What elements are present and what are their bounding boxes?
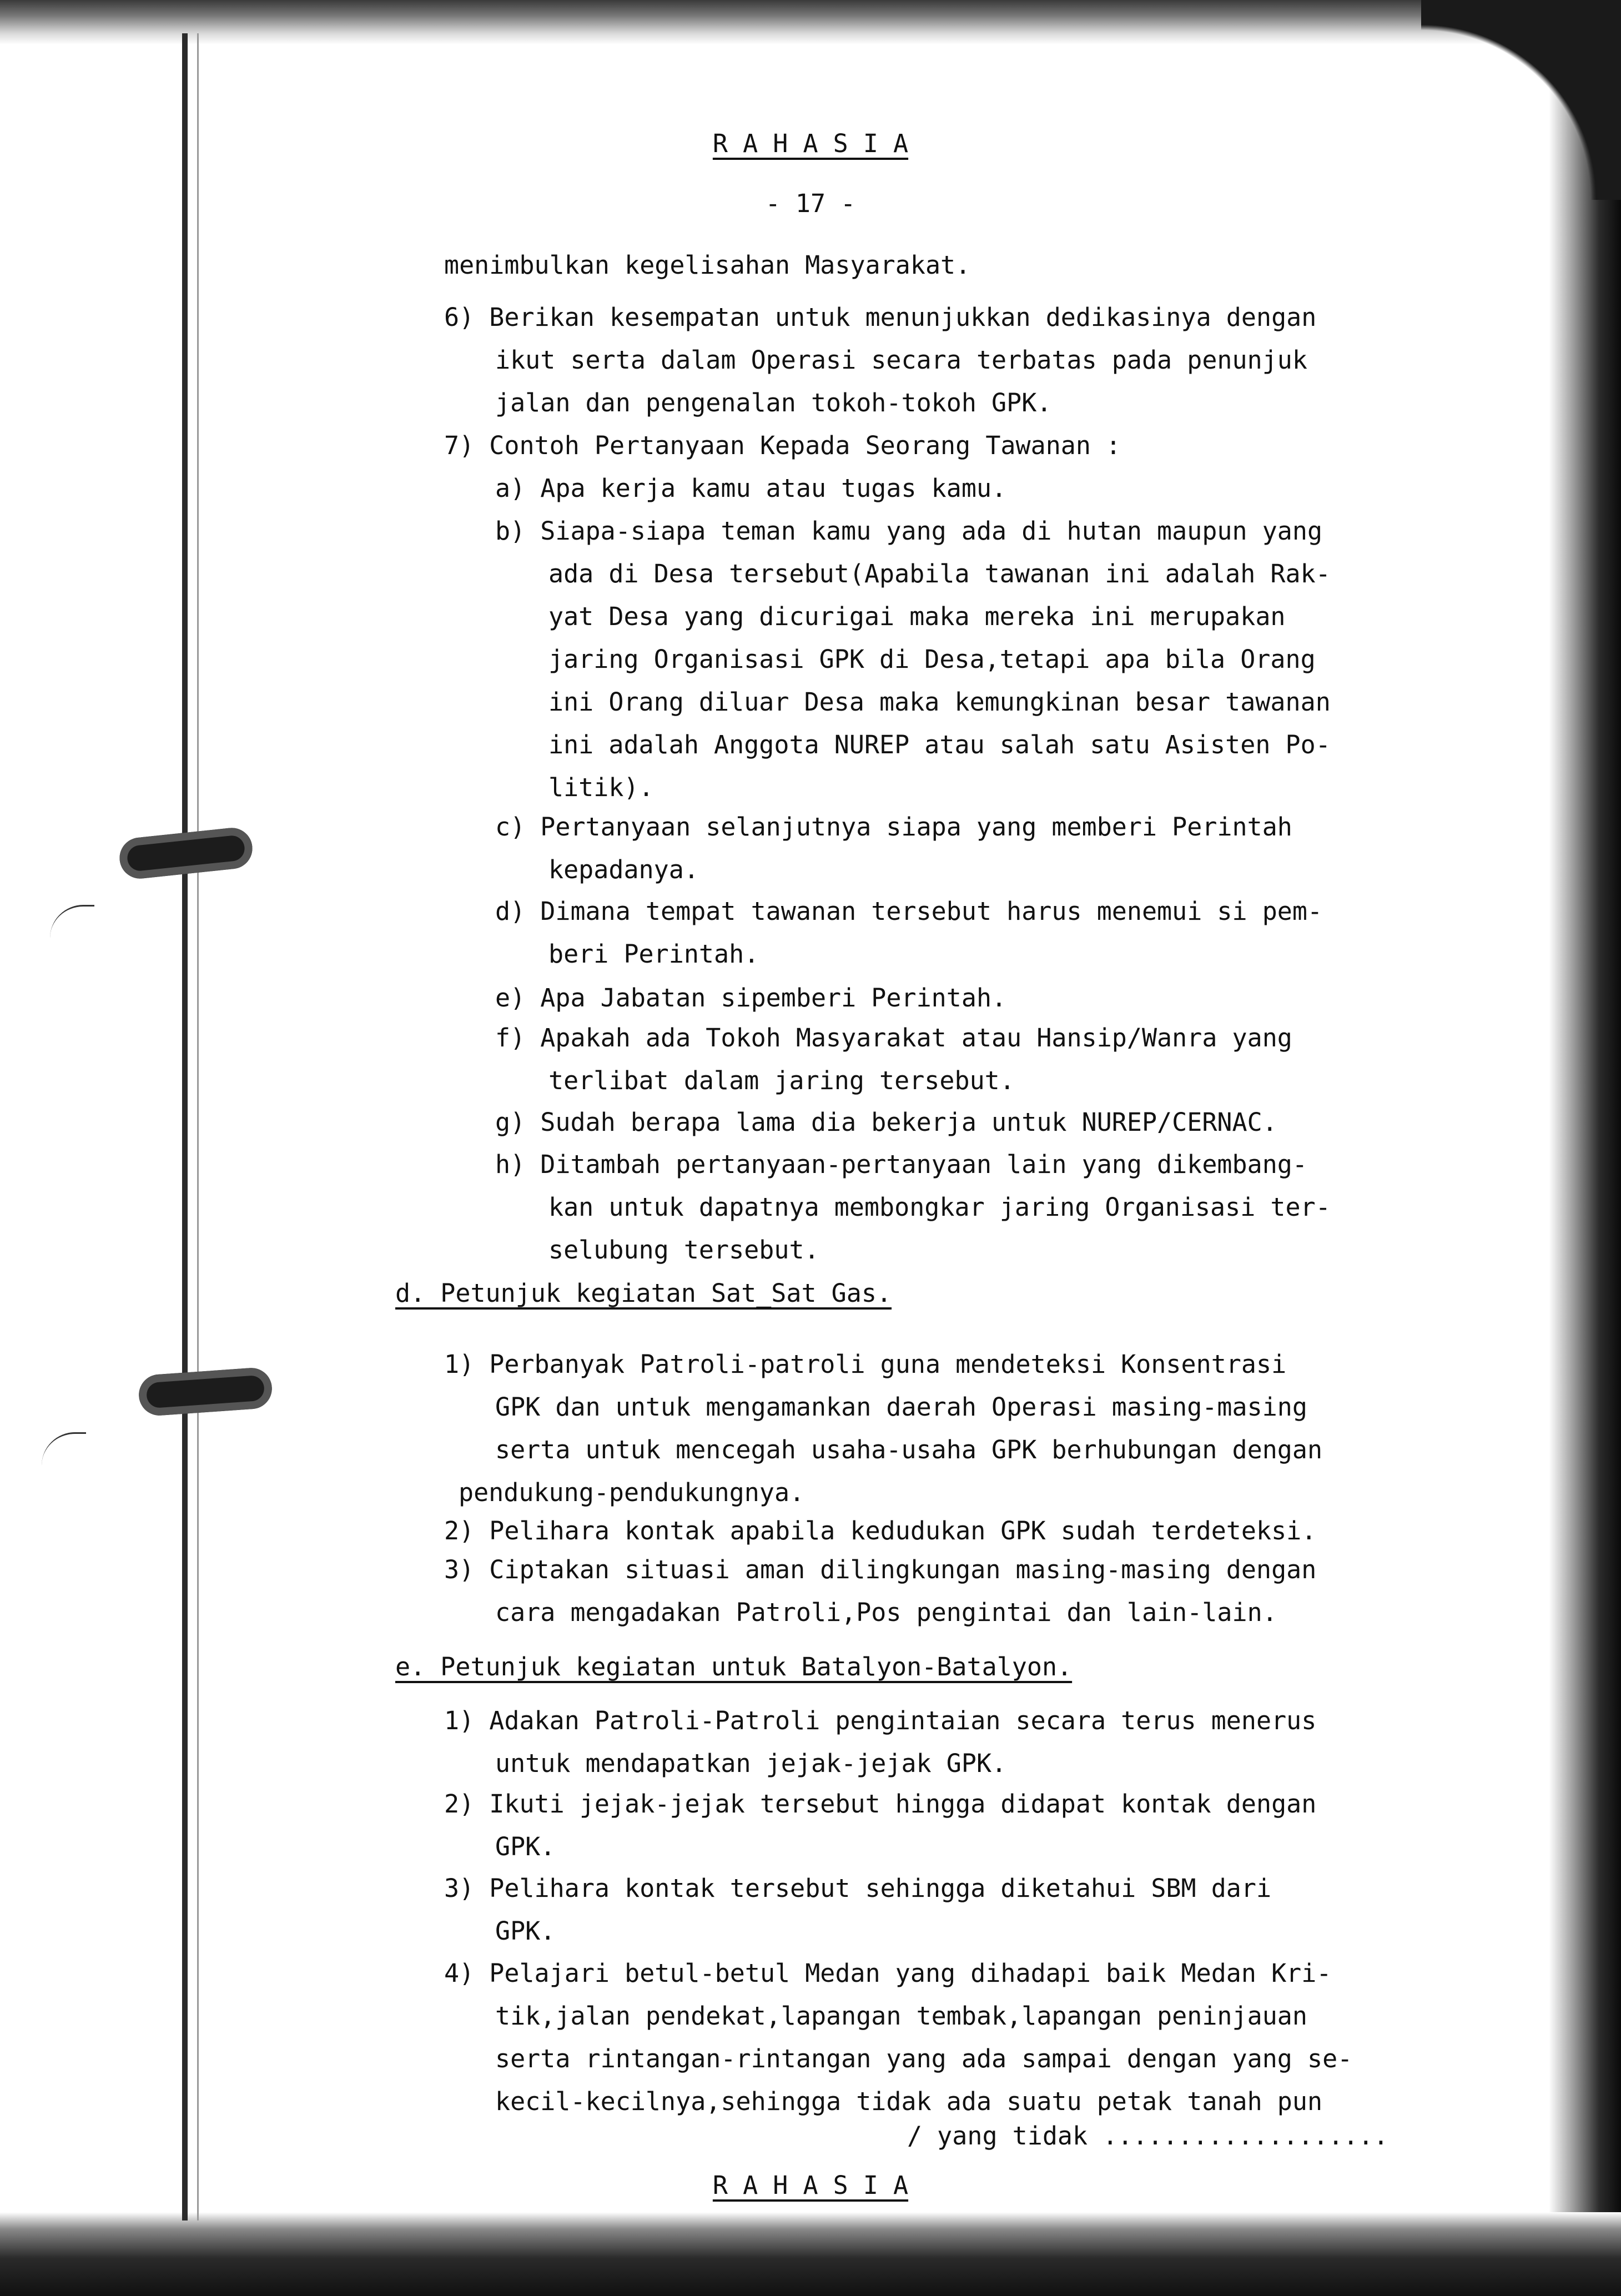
list-item-3: 3) Pelihara kontak tersebut sehingga diketahui SBM dari xyxy=(444,1874,1272,1903)
text-line: selubung tersebut. xyxy=(548,1235,819,1265)
text-line: jaring Organisasi GPK di Desa,tetapi apa bila Orang xyxy=(548,645,1316,674)
text-line: litik). xyxy=(548,773,654,802)
text-line: serta rintangan-rintangan yang ada sampai dengan yang se- xyxy=(495,2044,1353,2073)
page-number: - 17 - xyxy=(765,189,856,218)
list-item-1: 1) Adakan Patroli-Patroli pengintaian secara terus menerus xyxy=(444,1706,1317,1735)
list-item-2: 2) Pelihara kontak apabila kedudukan GPK sudah terdeteksi. xyxy=(444,1516,1317,1545)
section-heading-d: d. Petunjuk kegiatan Sat_Sat Gas. xyxy=(395,1278,892,1308)
text-line: serta untuk mencegah usaha-usaha GPK berhubungan dengan xyxy=(495,1435,1323,1464)
text-line: GPK. xyxy=(495,1916,556,1946)
header-classification: R A H A S I A xyxy=(712,129,909,158)
list-item-f: f) Apakah ada Tokoh Masyarakat atau Hansip/Wanra yang xyxy=(495,1023,1292,1053)
text-line: beri Perintah. xyxy=(548,939,759,969)
list-item-4: 4) Pelajari betul-betul Medan yang dihadapi baik Medan Kri- xyxy=(444,1958,1332,1988)
text-line: untuk mendapatkan jejak-jejak GPK. xyxy=(495,1749,1007,1778)
text-line: cara mengadakan Patroli,Pos pengintai dan lain-lain. xyxy=(495,1598,1277,1627)
text-line: kecil-kecilnya,sehingga tidak ada suatu petak tanah pun xyxy=(495,2087,1323,2116)
text-line: ikut serta dalam Operasi secara terbatas pada penunjuk xyxy=(495,345,1307,375)
footer-classification: R A H A S I A xyxy=(712,2171,909,2200)
list-item-6: 6) Berikan kesempatan untuk menunjukkan dedikasinya dengan xyxy=(444,303,1317,332)
text-line: menimbulkan kegelisahan Masyarakat. xyxy=(444,250,971,280)
text-line: pendukung-pendukungnya. xyxy=(459,1478,805,1507)
list-item-c: c) Pertanyaan selanjutnya siapa yang memberi Perintah xyxy=(495,812,1292,842)
list-item-h: h) Ditambah pertanyaan-pertanyaan lain yang dikembang- xyxy=(495,1150,1307,1179)
text-line: tik,jalan pendekat,lapangan tembak,lapangan peninjauan xyxy=(495,2001,1307,2031)
text-line: ini Orang diluar Desa maka kemungkinan besar tawanan xyxy=(548,687,1331,717)
text-line: GPK. xyxy=(495,1832,556,1861)
list-item-3: 3) Ciptakan situasi aman dilingkungan masing-masing dengan xyxy=(444,1555,1317,1584)
text-line: kepadanya. xyxy=(548,855,699,884)
text-line: ini adalah Anggota NUREP atau salah satu Asisten Po- xyxy=(548,730,1331,759)
list-item-a: a) Apa kerja kamu atau tugas kamu. xyxy=(495,474,1007,503)
list-item-2: 2) Ikuti jejak-jejak tersebut hingga didapat kontak dengan xyxy=(444,1789,1317,1819)
continuation-note: / yang tidak ................... xyxy=(907,2121,1388,2151)
section-heading-e: e. Petunjuk kegiatan untuk Batalyon-Batalyon. xyxy=(395,1652,1073,1681)
list-item-d: d) Dimana tempat tawanan tersebut harus menemui si pem- xyxy=(495,897,1323,926)
list-item-7: 7) Contoh Pertanyaan Kepada Seorang Tawanan : xyxy=(444,431,1121,460)
list-item-e: e) Apa Jabatan sipemberi Perintah. xyxy=(495,983,1007,1013)
text-line: terlibat dalam jaring tersebut. xyxy=(548,1066,1015,1095)
text-line: ada di Desa tersebut(Apabila tawanan ini adalah Rak- xyxy=(548,559,1331,588)
text-line: GPK dan untuk mengamankan daerah Operasi masing-masing xyxy=(495,1392,1307,1422)
text-line: jalan dan pengenalan tokoh-tokoh GPK. xyxy=(495,388,1052,417)
list-item-b: b) Siapa-siapa teman kamu yang ada di hutan maupun yang xyxy=(495,516,1323,546)
list-item-1: 1) Perbanyak Patroli-patroli guna mendeteksi Konsentrasi xyxy=(444,1350,1287,1379)
list-item-g: g) Sudah berapa lama dia bekerja untuk NUREP/CERNAC. xyxy=(495,1107,1277,1137)
text-line: yat Desa yang dicurigai maka mereka ini merupakan xyxy=(548,602,1286,631)
text-line: kan untuk dapatnya membongkar jaring Organisasi ter- xyxy=(548,1192,1331,1222)
